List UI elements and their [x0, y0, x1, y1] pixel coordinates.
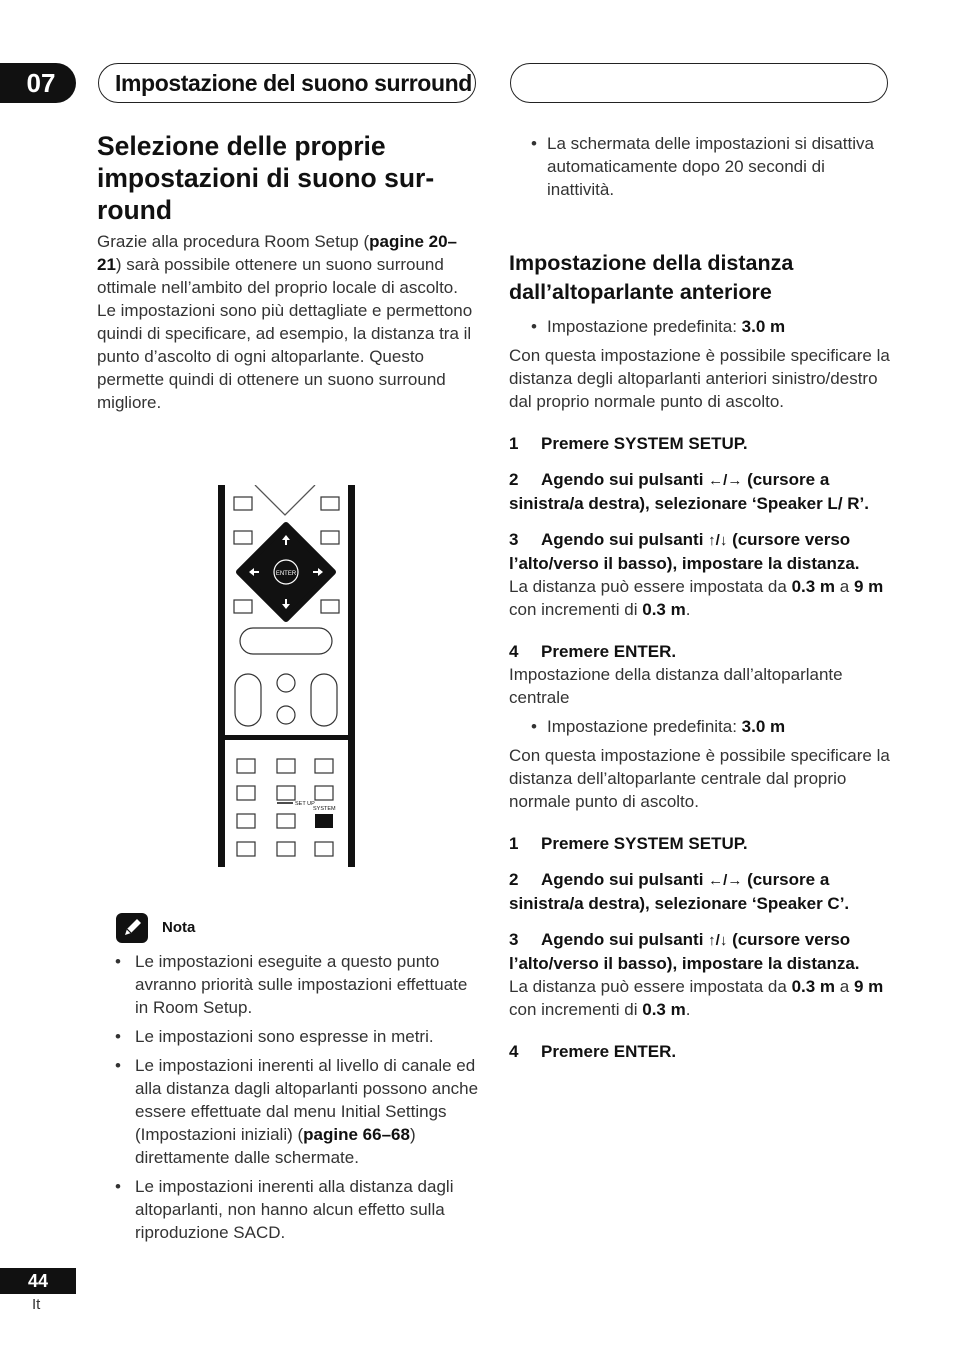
- left-right-arrows-icon: ←/→: [708, 472, 743, 489]
- remote-control-illustration: [215, 485, 360, 867]
- page-number: 44: [0, 1268, 76, 1294]
- cursor-pad: [239, 525, 333, 619]
- default-setting-center: • Impostazione predefinita: 3.0 m: [509, 715, 894, 738]
- up-down-arrows-icon: ↑/↓: [708, 932, 728, 949]
- chapter-number: 07: [0, 63, 76, 103]
- right-column: [509, 132, 894, 1063]
- note-item: • Le impostazioni eseguite a questo punto avranno priorità sulle impostazioni effettuate in Room Setup.: [97, 950, 482, 1019]
- intro-paragraph: Grazie alla procedura Room Setup (pagine 20–21) sarà possibile ottenere un suono surround ottimale nell’ambito del proprio locale di ascolto. Le impostazioni sono più dettagliate e permettono quindi di specificare, ad esempio, la distanza tra il punto d’ascolto di ogni altoparlante. Questo permette quindi di ottenere un suono surround migliore.: [97, 232, 473, 412]
- center-title: Impostazione della distanza dall’altoparlante centrale: [509, 665, 843, 707]
- note-item: • Le impostazioni inerenti al livello di canale ed alla distanza dagli altoparlanti possono anche essere effettuate dal menu Initial Settings (Impostazioni iniziali) (pagine 66–68) direttamente dalle schermate.: [97, 1054, 482, 1169]
- note-item: • Le impostazioni sono espresse in metri.: [97, 1025, 482, 1048]
- intro-page-ref: pagine 20–21: [97, 232, 458, 274]
- center-step-4: 4 Premere ENTER.: [509, 1042, 677, 1061]
- left-right-arrows-icon: ←/→: [708, 872, 743, 889]
- default-setting: • Impostazione predefinita: 3.0 m: [509, 315, 894, 338]
- enter-label: ENTER: [275, 571, 297, 577]
- section-heading: Selezione delle proprie impostazioni di suono sur-round: [97, 131, 435, 225]
- center-range-text: La distanza può essere impostata da 0.3 m a 9 m con incrementi di 0.3 m.: [509, 977, 884, 1019]
- step-3: 3 Agendo sui pulsanti ↑/↓ (cursore verso l’alto/verso il basso), impostare la distanza.: [509, 530, 860, 573]
- language-code: It: [32, 1296, 41, 1313]
- step-4: 4 Premere ENTER.: [509, 642, 677, 661]
- note-page-ref: pagine 66–68: [303, 1125, 410, 1144]
- front-distance-heading: Impostazione della distanza dall’altoparlante anteriore: [509, 251, 794, 304]
- note-item: • Le impostazioni inerenti alla distanza dagli altoparlanti, non hanno alcun effetto sulla riproduzione SACD.: [97, 1175, 482, 1244]
- up-down-arrows-icon: ↑/↓: [708, 532, 728, 549]
- system-label: SYSTEM: [313, 806, 336, 812]
- note-title: Nota: [162, 919, 196, 936]
- chapter-title-blank: [510, 63, 888, 103]
- system-setup-button: [315, 814, 333, 828]
- note-pencil-icon: [116, 913, 148, 943]
- front-description: Con questa impostazione è possibile specificare la distanza degli altoparlanti anteriori sinistro/destro dal proprio normale punto di ascolto.: [509, 346, 890, 411]
- step-1: 1 Premere SYSTEM SETUP.: [509, 434, 748, 453]
- range-text: La distanza può essere impostata da 0.3 m a 9 m con incrementi di 0.3 m.: [509, 577, 884, 619]
- center-step-2: 2 Agendo sui pulsanti ←/→ (cursore a sinistra/a destra), selezionare ‘Speaker C’.: [509, 870, 850, 913]
- center-step-1: 1 Premere SYSTEM SETUP.: [509, 834, 748, 853]
- chapter-title: Impostazione del suono surround: [98, 63, 476, 103]
- step-2: 2 Agendo sui pulsanti ←/→ (cursore a sinistra/a destra), selezionare ‘Speaker L/ R’.: [509, 470, 869, 513]
- center-step-3: 3 Agendo sui pulsanti ↑/↓ (cursore verso l’alto/verso il basso), impostare la distanza.: [509, 930, 860, 973]
- center-description: Con questa impostazione è possibile specificare la distanza dell’altoparlante centrale dal proprio normale punto di ascolto.: [509, 746, 890, 811]
- note-list: [97, 950, 482, 1250]
- setup-label: SET UP: [295, 801, 315, 807]
- auto-off-bullet: • La schermata delle impostazioni si disattiva automaticamente dopo 20 secondi di inattività.: [509, 132, 894, 201]
